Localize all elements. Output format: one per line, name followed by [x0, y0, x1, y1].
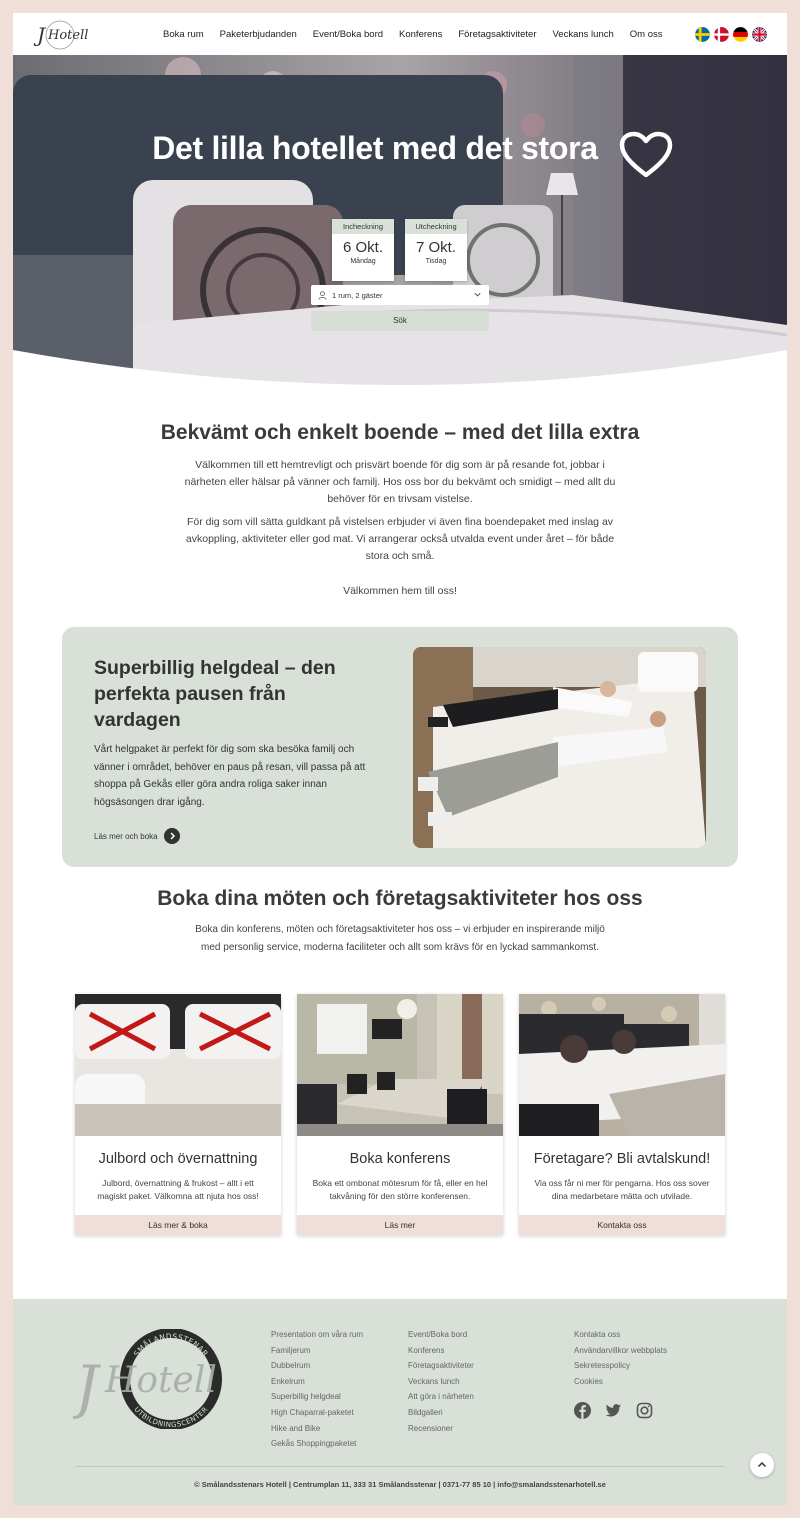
- svg-text:J: J: [75, 1353, 99, 1421]
- svg-text:Hotell: Hotell: [105, 1360, 217, 1401]
- deal-read-more-link[interactable]: [94, 828, 180, 844]
- footer-link[interactable]: Gekås Shoppingpaketet: [271, 1439, 357, 1449]
- social-links: [574, 1402, 653, 1419]
- checkout-label: Utcheckning: [405, 219, 467, 234]
- footer-link[interactable]: Presentation om våra rum: [271, 1330, 364, 1339]
- hotel-logo[interactable]: [33, 19, 97, 51]
- checkout-date-picker[interactable]: [405, 219, 467, 281]
- instagram-icon[interactable]: [636, 1402, 653, 1419]
- conference-room-image: [297, 994, 503, 1136]
- footer-link[interactable]: Cookies: [574, 1376, 603, 1386]
- intro-paragraph-2: För dig som vill sätta guldkant på vistelsen erbjuder vi även fina boendepaket med inslag av avkoppling, aktiviteter eller god mat. Vi arrangerar också utvalda event under året – för både stora och små.: [185, 516, 615, 562]
- meetings-text: Boka din konferens, möten och företagsaktiviteter hos oss – vi erbjuder en inspirerande miljö med personlig service, moderna faciliteter och allt som krävs för en lyckad sammankomst.: [195, 924, 605, 953]
- footer-link[interactable]: Bildgalleri: [408, 1407, 443, 1417]
- footer-logo[interactable]: [73, 1329, 233, 1429]
- footer-link[interactable]: Företagsaktiviteter: [408, 1361, 474, 1371]
- footer-column-rooms: [271, 1327, 363, 1452]
- german-flag-icon[interactable]: [733, 27, 748, 42]
- nav-foretagsaktiviteter[interactable]: Företagsaktiviteter: [458, 28, 537, 40]
- footer-column-events: [408, 1327, 474, 1436]
- intro-welcome: Välkommen hem till oss!: [343, 585, 457, 597]
- chevron-down-icon: [473, 290, 482, 299]
- hero-title: Det lilla hotellet med det stora: [152, 130, 598, 166]
- footer-link[interactable]: Att göra i närheten: [408, 1392, 474, 1402]
- search-button[interactable]: Sök: [311, 311, 489, 331]
- card-text: Boka ett ombonat mötesrum för få, eller en hel takvåning för den större konferensen.: [312, 1178, 488, 1201]
- deal-link-label: Läs mer och boka: [94, 831, 158, 841]
- svg-text:J: J: [37, 23, 46, 47]
- deal-text: Vårt helgpaket är perfekt för dig som ska besöka familj och vänner i området, behöver en paus på resan, vill passa på att shoppa på Gekås eller göra andra roliga saker innan högsäsongen drar igång.: [94, 744, 366, 808]
- checkin-date: 6 Okt.: [342, 239, 383, 256]
- intro-title: Bekvämt och enkelt boende – med det lilla extra: [160, 421, 640, 444]
- footer-link[interactable]: Veckans lunch: [408, 1376, 460, 1386]
- danish-flag-icon[interactable]: [714, 27, 729, 42]
- intro-section: [13, 421, 787, 606]
- meetings-title: Boka dina möten och företagsaktiviteter hos oss: [157, 887, 643, 910]
- card-julbord: [75, 994, 281, 1235]
- card-text: Via oss får ni mer för pengarna. Hos oss sover dina medarbetare mätta och utvilade.: [534, 1178, 710, 1201]
- svg-text:UTBILDNINGSCENTER: UTBILDNINGSCENTER: [132, 1405, 210, 1429]
- twitter-icon[interactable]: [605, 1402, 622, 1419]
- card-avtalskund: [519, 994, 725, 1235]
- language-switcher: [695, 27, 767, 42]
- footer-link[interactable]: Recensioner: [408, 1423, 453, 1433]
- nav-paketerbjudanden[interactable]: Paketerbjudanden: [219, 28, 297, 40]
- footer-link[interactable]: Användarvillkor webbplats: [574, 1345, 667, 1355]
- card-button[interactable]: Läs mer: [297, 1215, 503, 1235]
- card-title: Boka konferens: [349, 1151, 451, 1167]
- heart-icon: [618, 130, 674, 180]
- arrow-right-icon: [164, 828, 180, 844]
- uk-flag-icon[interactable]: [752, 27, 767, 42]
- main-nav: [163, 13, 679, 55]
- card-button[interactable]: Läs mer & boka: [75, 1215, 281, 1235]
- footer-link[interactable]: Hike and Bike: [271, 1423, 321, 1433]
- weekend-deal-section: [62, 627, 738, 867]
- svg-text:Hotell: Hotell: [48, 28, 89, 43]
- hero-section: [13, 55, 787, 400]
- card-text: Julbord, övernattning & frukost – allt i ett magiskt paket. Välkomna att njuta hos oss!: [97, 1178, 259, 1201]
- nav-event-boka-bord[interactable]: Event/Boka bord: [312, 28, 384, 40]
- guests-value: 1 rum, 2 gäster: [332, 290, 383, 300]
- facebook-icon[interactable]: [574, 1402, 591, 1419]
- footer-link[interactable]: Konferens: [408, 1345, 445, 1355]
- footer-link[interactable]: Sekretesspolicy: [574, 1361, 631, 1371]
- person-icon: [318, 291, 327, 300]
- card-button[interactable]: Kontakta oss: [519, 1215, 725, 1235]
- hotel-room-image: [519, 994, 725, 1136]
- footer-link[interactable]: Superbillig helgdeal: [271, 1392, 341, 1402]
- site-footer: [13, 1299, 787, 1505]
- nav-veckans-lunch[interactable]: Veckans lunch: [552, 28, 614, 40]
- footer-link[interactable]: Kontakta oss: [574, 1330, 621, 1339]
- footer-link[interactable]: High Chaparral-paketet: [271, 1407, 354, 1417]
- footer-link[interactable]: Enkelrum: [271, 1376, 305, 1386]
- checkout-weekday: Tisdag: [425, 258, 447, 265]
- nav-boka-rum[interactable]: Boka rum: [163, 28, 204, 40]
- deal-title: Superbillig helgdeal – den perfekta pausen från vardagen: [94, 657, 336, 731]
- footer-divider: [75, 1466, 725, 1467]
- footer-link[interactable]: Event/Boka bord: [408, 1330, 468, 1339]
- card-title: Julbord och övernattning: [98, 1151, 258, 1167]
- checkin-date-picker[interactable]: [332, 219, 394, 281]
- couple-on-bed-image: [413, 647, 706, 848]
- checkin-label: Incheckning: [332, 219, 394, 234]
- card-konferens: [297, 994, 503, 1235]
- checkin-weekday: Måndag: [350, 258, 376, 265]
- nav-konferens[interactable]: Konferens: [399, 28, 443, 40]
- svg-text:SMÅLANDSSTENAR: SMÅLANDSSTENAR: [131, 1331, 211, 1359]
- hero-curve-divider: [13, 325, 787, 400]
- swedish-flag-icon[interactable]: [695, 27, 710, 42]
- nav-om-oss[interactable]: Om oss: [629, 28, 663, 40]
- scroll-to-top-button[interactable]: [750, 1453, 774, 1477]
- site-header: [13, 13, 787, 55]
- intro-paragraph-1: Välkommen till ett hemtrevligt och prisvärt boende för dig som är på resande fot, jobbar i närheten eller hälsar på vänner och familj. Hos oss bor du bekvämt och smidigt – med allt du behöver för en trivsam vistelse.: [184, 459, 616, 505]
- christmas-bed-image: [75, 994, 281, 1136]
- footer-column-info: [574, 1327, 667, 1389]
- meetings-section: [13, 887, 787, 957]
- card-title: Företagare? Bli avtalskund!: [533, 1151, 711, 1167]
- footer-copyright: © Smålandsstenars Hotell | Centrumplan 11, 333 31 Smålandsstenar | 0371-77 85 10 | info@smalandsstenarhotell.se: [194, 1480, 606, 1489]
- checkout-date: 7 Okt.: [415, 239, 456, 256]
- guests-select[interactable]: [311, 285, 489, 305]
- footer-link[interactable]: Dubbelrum: [271, 1361, 311, 1371]
- footer-link[interactable]: Familjerum: [271, 1345, 311, 1355]
- page: [13, 13, 787, 1505]
